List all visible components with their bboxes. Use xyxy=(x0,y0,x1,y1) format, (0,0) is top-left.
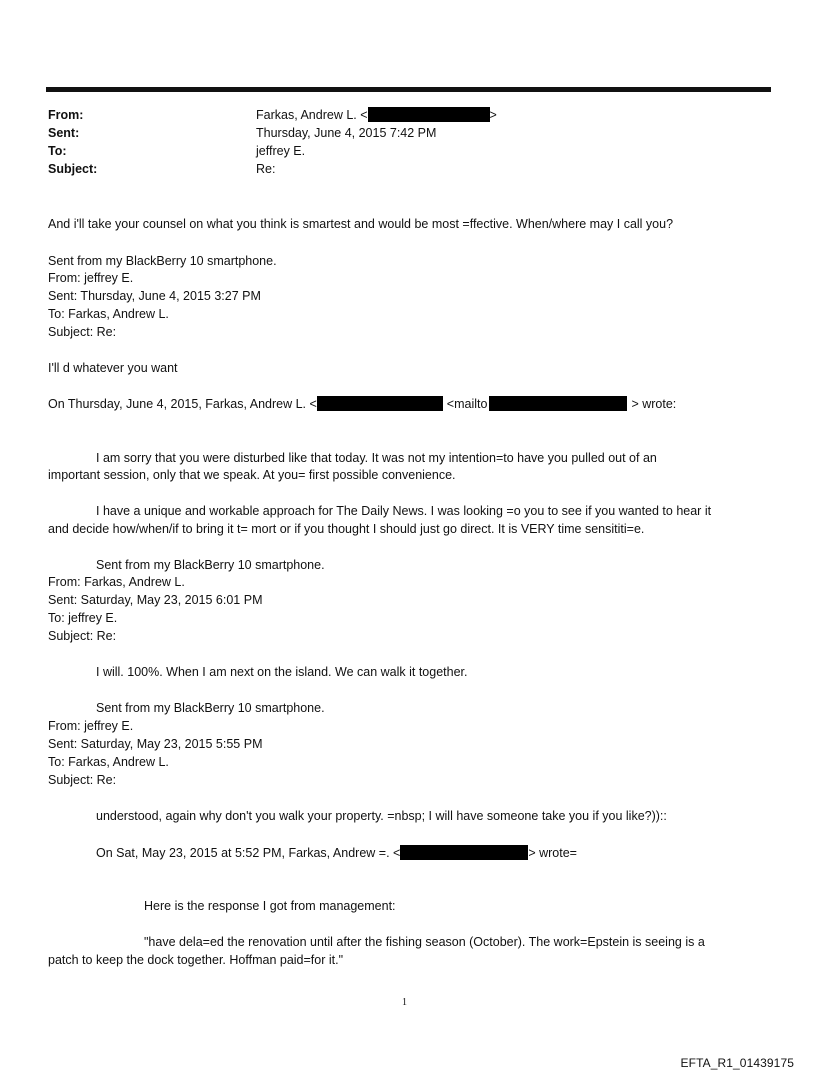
msg1-signature: Sent from my BlackBerry 10 smartphone. xyxy=(48,254,277,268)
msg1-to: To: Farkas, Andrew L. xyxy=(48,307,169,321)
para1-line1: I am sorry that you were disturbed like that today. It was not my intention=to have you pulled out of an xyxy=(96,451,657,465)
from-label: From: xyxy=(48,108,84,122)
page-number: 1 xyxy=(402,997,407,1008)
msg3-from: From: jeffrey E. xyxy=(48,719,134,733)
to-label: To: xyxy=(48,144,67,158)
msg3-sent: Sent: Saturday, May 23, 2015 5:55 PM xyxy=(48,737,263,751)
msg3-subject: Subject: Re: xyxy=(48,773,117,787)
msg2-subject: Subject: Re: xyxy=(48,629,117,643)
quote2-prefix: On Sat, May 23, 2015 at 5:52 PM, Farkas, Andrew =. < xyxy=(96,846,401,860)
msg1-subject: Subject: Re: xyxy=(48,325,117,339)
from-name-suffix: > xyxy=(489,108,497,122)
quote-suffix: > wrote: xyxy=(631,397,677,411)
msg2-signature: Sent from my BlackBerry 10 smartphone. xyxy=(96,558,325,572)
subject-value: Re: xyxy=(256,162,276,176)
redaction-block xyxy=(317,396,443,411)
redaction-block xyxy=(368,107,490,122)
msg3-signature: Sent from my BlackBerry 10 smartphone. xyxy=(96,701,325,715)
quote2-line xyxy=(96,845,577,862)
quote-prefix: On Thursday, June 4, 2015, Farkas, Andrew L. < xyxy=(48,397,317,411)
email-header xyxy=(48,107,768,179)
redaction-block xyxy=(489,396,627,411)
msg2-sent: Sent: Saturday, May 23, 2015 6:01 PM xyxy=(48,593,263,607)
response-line1: "have dela=ed the renovation until after the fishing season (October). The work=Epstein is seeing is a xyxy=(144,935,705,949)
msg1-sent: Sent: Thursday, June 4, 2015 3:27 PM xyxy=(48,289,261,303)
sent-value: Thursday, June 4, 2015 7:42 PM xyxy=(256,126,437,140)
para2-line2: and decide how/when/if to bring it t= mort or if you thought I should just go direct. It is VERY time sensititi=e. xyxy=(48,522,645,536)
reply2-text: I will. 100%. When I am next on the island. We can walk it together. xyxy=(96,665,468,679)
response-line2: patch to keep the dock together. Hoffman paid=for it." xyxy=(48,953,344,967)
msg2-to: To: jeffrey E. xyxy=(48,611,118,625)
from-value xyxy=(256,107,497,124)
reply1-text: I'll d whatever you want xyxy=(48,361,178,375)
to-value: jeffrey E. xyxy=(256,144,306,158)
header-from-row xyxy=(48,107,768,125)
sent-label: Sent: xyxy=(48,126,80,140)
msg2-from: From: Farkas, Andrew L. xyxy=(48,575,185,589)
document-id: EFTA_R1_01439175 xyxy=(680,1056,794,1070)
redaction-block xyxy=(400,845,528,860)
quote-mailto: <mailto xyxy=(446,397,488,411)
from-name: Farkas, Andrew L. < xyxy=(256,108,368,122)
msg1-from: From: jeffrey E. xyxy=(48,271,134,285)
para1-line2: important session, only that we speak. At you= first possible convenience. xyxy=(48,468,456,482)
header-rule xyxy=(46,87,771,92)
header-sent-row xyxy=(48,125,768,143)
subject-label: Subject: xyxy=(48,162,98,176)
quote2-suffix: > wrote= xyxy=(528,846,577,860)
header-subject-row xyxy=(48,161,768,179)
msg3-to: To: Farkas, Andrew L. xyxy=(48,755,169,769)
header-to-row xyxy=(48,143,768,161)
quote-line xyxy=(48,396,676,413)
para2-line1: I have a unique and workable approach for The Daily News. I was looking =o you to see if you wanted to hear it xyxy=(96,504,712,518)
response-intro: Here is the response I got from management: xyxy=(144,899,396,913)
reply3-text: understood, again why don't you walk your property. =nbsp; I will have someone take you if you like?)):: xyxy=(96,809,667,823)
body-main-line: And i'll take your counsel on what you think is smartest and would be most =ffective. When/where may I call you? xyxy=(48,217,674,231)
